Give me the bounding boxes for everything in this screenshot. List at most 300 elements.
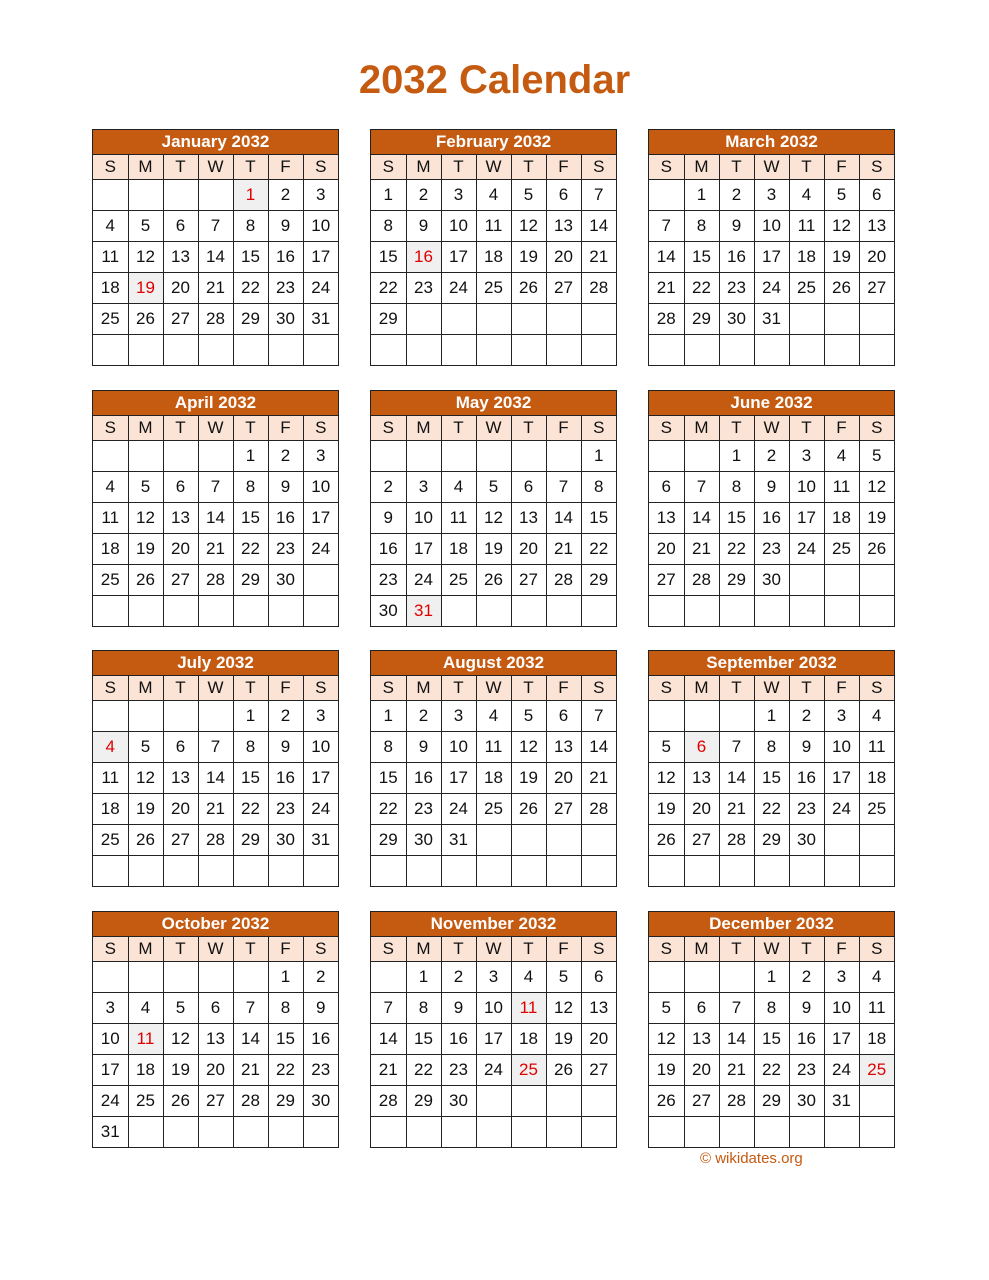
day-cell: 5 (128, 211, 163, 242)
month-block (92, 390, 339, 627)
day-cell: 18 (476, 763, 511, 794)
day-cell: 25 (93, 304, 128, 335)
empty-day-cell (128, 856, 163, 887)
weekday-header: T (163, 676, 198, 701)
empty-day-cell (649, 335, 684, 366)
weekday-header: W (476, 937, 511, 962)
empty-day-cell (198, 596, 233, 627)
day-cell: 10 (406, 503, 441, 534)
day-cell: 28 (198, 304, 233, 335)
day-cell: 13 (546, 732, 581, 763)
holiday-day-cell: 19 (128, 273, 163, 304)
day-cell: 22 (719, 534, 754, 565)
month-block (648, 911, 895, 1148)
day-cell: 28 (719, 1086, 754, 1117)
weekday-header: S (649, 416, 684, 441)
empty-day-cell (198, 180, 233, 211)
day-cell: 9 (268, 732, 303, 763)
day-cell: 27 (546, 273, 581, 304)
day-cell: 15 (233, 763, 268, 794)
empty-day-cell (198, 856, 233, 887)
empty-day-cell (649, 180, 684, 211)
day-cell: 9 (371, 503, 406, 534)
day-cell: 17 (754, 242, 789, 273)
day-cell: 9 (406, 211, 441, 242)
day-cell: 8 (233, 732, 268, 763)
day-cell: 18 (441, 534, 476, 565)
empty-day-cell (754, 335, 789, 366)
empty-day-cell (198, 962, 233, 993)
day-cell: 4 (93, 472, 128, 503)
empty-day-cell (476, 335, 511, 366)
day-cell: 17 (303, 763, 338, 794)
day-cell: 5 (128, 472, 163, 503)
empty-day-cell (163, 962, 198, 993)
day-cell: 18 (128, 1055, 163, 1086)
day-cell: 1 (371, 701, 406, 732)
day-cell: 7 (546, 472, 581, 503)
day-cell: 17 (824, 763, 859, 794)
weekday-header: F (824, 676, 859, 701)
day-cell: 1 (684, 180, 719, 211)
day-cell: 19 (824, 242, 859, 273)
empty-day-cell (268, 856, 303, 887)
day-cell: 19 (511, 242, 546, 273)
day-cell: 30 (719, 304, 754, 335)
empty-day-cell (93, 441, 128, 472)
day-cell: 3 (303, 441, 338, 472)
day-cell: 25 (93, 825, 128, 856)
day-cell: 30 (754, 565, 789, 596)
day-cell: 11 (93, 763, 128, 794)
day-cell: 19 (859, 503, 894, 534)
empty-day-cell (198, 335, 233, 366)
day-cell: 8 (754, 732, 789, 763)
month-title: September 2032 (649, 651, 894, 676)
empty-day-cell (649, 962, 684, 993)
day-cell: 23 (406, 794, 441, 825)
empty-day-cell (233, 1117, 268, 1148)
weekday-header: S (93, 937, 128, 962)
day-cell: 28 (684, 565, 719, 596)
day-cell: 29 (371, 304, 406, 335)
weekday-header: T (233, 676, 268, 701)
day-cell: 2 (719, 180, 754, 211)
weekday-header: M (684, 155, 719, 180)
weekday-header: W (476, 416, 511, 441)
day-cell: 23 (268, 273, 303, 304)
empty-day-cell (476, 1117, 511, 1148)
weekday-header: W (754, 937, 789, 962)
weekday-header: T (511, 416, 546, 441)
empty-day-cell (476, 1086, 511, 1117)
day-cell: 22 (371, 794, 406, 825)
empty-day-cell (859, 856, 894, 887)
month-table (371, 676, 616, 886)
empty-day-cell (476, 441, 511, 472)
empty-day-cell (719, 335, 754, 366)
day-cell: 21 (371, 1055, 406, 1086)
empty-day-cell (406, 1117, 441, 1148)
empty-day-cell (511, 1086, 546, 1117)
weekday-header: W (754, 676, 789, 701)
day-cell: 14 (719, 763, 754, 794)
day-cell: 13 (684, 1024, 719, 1055)
day-cell: 18 (824, 503, 859, 534)
day-cell: 28 (546, 565, 581, 596)
day-cell: 18 (476, 242, 511, 273)
day-cell: 21 (581, 763, 616, 794)
day-cell: 1 (268, 962, 303, 993)
empty-day-cell (163, 596, 198, 627)
empty-day-cell (581, 304, 616, 335)
empty-day-cell (406, 856, 441, 887)
day-cell: 3 (476, 962, 511, 993)
day-cell: 29 (268, 1086, 303, 1117)
day-cell: 30 (371, 596, 406, 627)
day-cell: 24 (441, 794, 476, 825)
month-table (649, 937, 894, 1147)
empty-day-cell (163, 180, 198, 211)
day-cell: 27 (859, 273, 894, 304)
day-cell: 9 (303, 993, 338, 1024)
empty-day-cell (371, 1117, 406, 1148)
month-title: May 2032 (371, 391, 616, 416)
month-block (370, 911, 617, 1148)
day-cell: 7 (198, 211, 233, 242)
day-cell: 27 (163, 304, 198, 335)
month-table (649, 155, 894, 365)
empty-day-cell (859, 304, 894, 335)
day-cell: 11 (476, 732, 511, 763)
weekday-header: F (546, 937, 581, 962)
day-cell: 7 (371, 993, 406, 1024)
empty-day-cell (93, 596, 128, 627)
day-cell: 2 (441, 962, 476, 993)
weekday-header: S (303, 155, 338, 180)
weekday-header: F (268, 416, 303, 441)
day-cell: 8 (581, 472, 616, 503)
day-cell: 19 (649, 794, 684, 825)
empty-day-cell (233, 596, 268, 627)
day-cell: 13 (198, 1024, 233, 1055)
empty-day-cell (684, 701, 719, 732)
day-cell: 14 (684, 503, 719, 534)
day-cell: 7 (581, 180, 616, 211)
day-cell: 20 (546, 763, 581, 794)
day-cell: 25 (789, 273, 824, 304)
empty-day-cell (684, 856, 719, 887)
day-cell: 17 (789, 503, 824, 534)
month-table (93, 416, 338, 626)
weekday-header: T (233, 937, 268, 962)
day-cell: 30 (303, 1086, 338, 1117)
weekday-header: S (93, 416, 128, 441)
day-cell: 29 (406, 1086, 441, 1117)
day-cell: 24 (824, 1055, 859, 1086)
day-cell: 26 (649, 1086, 684, 1117)
day-cell: 5 (649, 993, 684, 1024)
day-cell: 21 (198, 794, 233, 825)
day-cell: 8 (371, 211, 406, 242)
day-cell: 11 (476, 211, 511, 242)
month-table (649, 416, 894, 626)
day-cell: 13 (649, 503, 684, 534)
weekday-header: S (371, 937, 406, 962)
weekday-header: S (649, 155, 684, 180)
weekday-header: F (824, 155, 859, 180)
day-cell: 17 (476, 1024, 511, 1055)
weekday-header: T (511, 155, 546, 180)
day-cell: 25 (128, 1086, 163, 1117)
weekday-header: S (581, 416, 616, 441)
empty-day-cell (581, 825, 616, 856)
day-cell: 11 (441, 503, 476, 534)
day-cell: 6 (163, 472, 198, 503)
weekday-header: S (859, 155, 894, 180)
weekday-header: S (371, 416, 406, 441)
day-cell: 7 (719, 732, 754, 763)
day-cell: 20 (649, 534, 684, 565)
month-title: July 2032 (93, 651, 338, 676)
empty-day-cell (824, 304, 859, 335)
day-cell: 29 (754, 1086, 789, 1117)
empty-day-cell (163, 1117, 198, 1148)
day-cell: 22 (684, 273, 719, 304)
empty-day-cell (546, 304, 581, 335)
day-cell: 3 (303, 701, 338, 732)
day-cell: 22 (233, 273, 268, 304)
day-cell: 28 (233, 1086, 268, 1117)
month-table (93, 155, 338, 365)
day-cell: 15 (719, 503, 754, 534)
weekday-header: W (198, 937, 233, 962)
day-cell: 9 (719, 211, 754, 242)
day-cell: 17 (303, 242, 338, 273)
weekday-header: S (93, 676, 128, 701)
day-cell: 22 (371, 273, 406, 304)
day-cell: 16 (754, 503, 789, 534)
day-cell: 13 (859, 211, 894, 242)
weekday-header: F (546, 416, 581, 441)
empty-day-cell (546, 1117, 581, 1148)
day-cell: 16 (441, 1024, 476, 1055)
day-cell: 29 (233, 565, 268, 596)
weekday-header: M (406, 155, 441, 180)
day-cell: 3 (824, 701, 859, 732)
day-cell: 9 (441, 993, 476, 1024)
empty-day-cell (684, 1117, 719, 1148)
day-cell: 14 (581, 211, 616, 242)
day-cell: 12 (824, 211, 859, 242)
weekday-header: M (128, 416, 163, 441)
empty-day-cell (441, 335, 476, 366)
day-cell: 4 (511, 962, 546, 993)
month-title: November 2032 (371, 912, 616, 937)
empty-day-cell (789, 335, 824, 366)
weekday-header: M (406, 676, 441, 701)
day-cell: 3 (441, 180, 476, 211)
empty-day-cell (476, 304, 511, 335)
empty-day-cell (128, 701, 163, 732)
day-cell: 6 (649, 472, 684, 503)
empty-day-cell (371, 441, 406, 472)
empty-day-cell (163, 701, 198, 732)
day-cell: 6 (198, 993, 233, 1024)
month-block (648, 129, 895, 366)
day-cell: 3 (93, 993, 128, 1024)
empty-day-cell (128, 441, 163, 472)
day-cell: 31 (303, 304, 338, 335)
day-cell: 6 (684, 993, 719, 1024)
weekday-header: T (163, 937, 198, 962)
day-cell: 26 (128, 565, 163, 596)
day-cell: 16 (789, 1024, 824, 1055)
day-cell: 19 (511, 763, 546, 794)
day-cell: 3 (824, 962, 859, 993)
empty-day-cell (268, 1117, 303, 1148)
holiday-day-cell: 11 (511, 993, 546, 1024)
day-cell: 22 (406, 1055, 441, 1086)
weekday-header: F (546, 155, 581, 180)
day-cell: 31 (303, 825, 338, 856)
day-cell: 6 (546, 180, 581, 211)
day-cell: 19 (649, 1055, 684, 1086)
weekday-header: T (789, 937, 824, 962)
weekday-header: S (93, 155, 128, 180)
month-title: August 2032 (371, 651, 616, 676)
day-cell: 13 (684, 763, 719, 794)
month-block (92, 911, 339, 1148)
day-cell: 16 (371, 534, 406, 565)
day-cell: 20 (684, 794, 719, 825)
day-cell: 8 (719, 472, 754, 503)
weekday-header: T (441, 937, 476, 962)
day-cell: 18 (511, 1024, 546, 1055)
day-cell: 18 (789, 242, 824, 273)
day-cell: 27 (684, 1086, 719, 1117)
day-cell: 9 (268, 472, 303, 503)
empty-day-cell (303, 335, 338, 366)
day-cell: 7 (581, 701, 616, 732)
day-cell: 20 (163, 794, 198, 825)
day-cell: 5 (163, 993, 198, 1024)
day-cell: 4 (476, 180, 511, 211)
weekday-header: S (859, 937, 894, 962)
weekday-header: T (789, 416, 824, 441)
day-cell: 22 (581, 534, 616, 565)
empty-day-cell (93, 701, 128, 732)
month-block (92, 129, 339, 366)
day-cell: 28 (719, 825, 754, 856)
month-block (370, 390, 617, 627)
day-cell: 28 (198, 825, 233, 856)
day-cell: 22 (233, 794, 268, 825)
day-cell: 15 (233, 503, 268, 534)
empty-day-cell (859, 825, 894, 856)
empty-day-cell (233, 856, 268, 887)
page-title: 2032 Calendar (358, 58, 631, 102)
weekday-header: T (441, 155, 476, 180)
day-cell: 10 (303, 732, 338, 763)
empty-day-cell (824, 565, 859, 596)
day-cell: 14 (198, 242, 233, 273)
holiday-day-cell: 6 (684, 732, 719, 763)
empty-day-cell (754, 1117, 789, 1148)
empty-day-cell (93, 962, 128, 993)
empty-day-cell (511, 825, 546, 856)
empty-day-cell (546, 441, 581, 472)
day-cell: 31 (754, 304, 789, 335)
day-cell: 15 (581, 503, 616, 534)
empty-day-cell (268, 335, 303, 366)
empty-day-cell (824, 335, 859, 366)
month-title: December 2032 (649, 912, 894, 937)
day-cell: 8 (233, 211, 268, 242)
day-cell: 28 (649, 304, 684, 335)
day-cell: 6 (546, 701, 581, 732)
weekday-header: T (719, 937, 754, 962)
day-cell: 16 (406, 763, 441, 794)
day-cell: 5 (476, 472, 511, 503)
day-cell: 27 (649, 565, 684, 596)
day-cell: 21 (546, 534, 581, 565)
holiday-day-cell: 4 (93, 732, 128, 763)
month-block (370, 650, 617, 887)
day-cell: 20 (581, 1024, 616, 1055)
empty-day-cell (128, 1117, 163, 1148)
empty-day-cell (581, 1117, 616, 1148)
empty-day-cell (128, 335, 163, 366)
day-cell: 16 (789, 763, 824, 794)
day-cell: 17 (441, 242, 476, 273)
empty-day-cell (511, 304, 546, 335)
empty-day-cell (371, 962, 406, 993)
day-cell: 9 (789, 732, 824, 763)
day-cell: 19 (128, 794, 163, 825)
weekday-header: S (649, 676, 684, 701)
day-cell: 6 (581, 962, 616, 993)
day-cell: 29 (719, 565, 754, 596)
empty-day-cell (546, 335, 581, 366)
day-cell: 13 (163, 242, 198, 273)
day-cell: 30 (268, 565, 303, 596)
day-cell: 6 (163, 732, 198, 763)
empty-day-cell (371, 335, 406, 366)
day-cell: 21 (198, 534, 233, 565)
empty-day-cell (233, 335, 268, 366)
empty-day-cell (303, 856, 338, 887)
day-cell: 11 (93, 242, 128, 273)
day-cell: 30 (268, 825, 303, 856)
day-cell: 10 (476, 993, 511, 1024)
day-cell: 16 (719, 242, 754, 273)
weekday-header: T (441, 416, 476, 441)
day-cell: 14 (198, 503, 233, 534)
empty-day-cell (546, 1086, 581, 1117)
empty-day-cell (859, 1086, 894, 1117)
day-cell: 10 (441, 732, 476, 763)
day-cell: 6 (163, 211, 198, 242)
day-cell: 10 (824, 732, 859, 763)
day-cell: 30 (268, 304, 303, 335)
day-cell: 7 (198, 732, 233, 763)
day-cell: 8 (406, 993, 441, 1024)
day-cell: 1 (581, 441, 616, 472)
day-cell: 23 (754, 534, 789, 565)
empty-day-cell (719, 1117, 754, 1148)
empty-day-cell (406, 304, 441, 335)
